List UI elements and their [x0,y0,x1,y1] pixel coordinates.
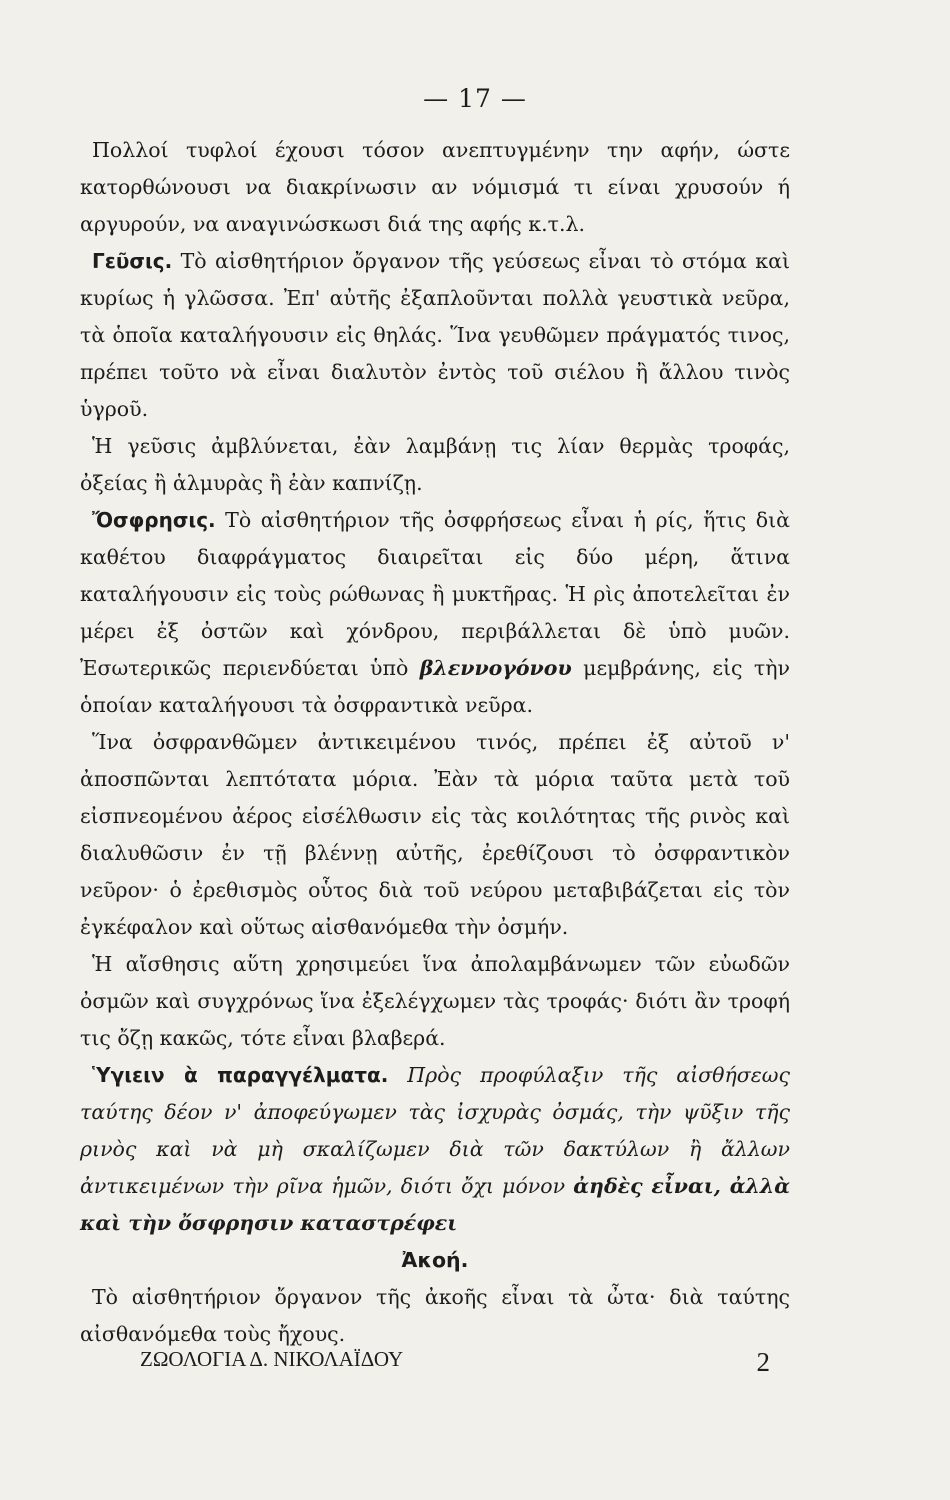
page-number: — 17 — [423,84,527,113]
smell-term-bold: βλεννογόνου [419,656,572,680]
hygiene-text-1: Πρὸς προφύλαξιν τῆς αἰσθήσεως ταύτης δέον ν' ἀποφεύγωμεν τὰς ἰσχυρὰς ὀσμάς, τὴν ψῦξιν τῆς ρινὸς καὶ νὰ μὴ σκαλίζωμεν διὰ τῶν δακτύλων ἢ ἄλλων ἀντικειμένων τὴν ρῖνα ἡμῶν, διότι ὄχι μόνον [80,1063,790,1198]
para-smell-1 [80,502,790,724]
smell-text-1a: Τὸ αἰσθητήριον τῆς ὀσφρήσεως εἶναι ἡ ρίς, ἥτις διὰ καθέτου διαφράγματος διαιρεῖται εἰς δύο μέρη, ἅτινα καταλήγουσιν εἰς τοὺς ρώθωνας ἢ μυκτῆρας. Ἡ ρὶς ἀποτελεῖται ἐν μέρει ἐξ ὀστῶν καὶ χόνδρου, περιβάλλεται δὲ ὑπὸ μυῶν. Ἐσωτερικῶς περιενδύεται ὑπὸ [80,508,790,680]
body-text [80,132,790,1353]
para-touch: Πολλοί τυφλοί έχουσι τόσον ανεπτυγμένην την αφήν, ώστε κατορθώνουσι να διακρίνωσιν αν νόμισμά τι είναι χρυσούν ή αργυρούν, να αναγινώσκωσι διά της αφής κ.τ.λ. [80,138,790,236]
heading-hearing: Ἀκοή. [401,1248,469,1272]
heading-taste: Γεῦσις. [92,249,173,273]
footer-title: ΖΩΟΛΟΓΙΑ Δ. ΝΙΚΟΛΑΪΔΟΥ [140,1347,404,1371]
para-hygiene [80,1057,790,1242]
para-smell-3: Ἡ αἴσθησις αὕτη χρησιμεύει ἵνα ἀπολαμβάνωμεν τῶν εὐωδῶν ὀσμῶν καὶ συγχρόνως ἵνα ἐξελέγχωμεν τὰς τροφάς· διότι ἂν τροφή τις ὄζῃ κακῶς, τότε εἶναι βλαβερά. [80,952,790,1050]
heading-hygiene: Ὑγιειν ὰ παραγγέλματα. [92,1063,389,1087]
footer [140,1347,770,1378]
signature-mark: 2 [756,1347,770,1377]
taste-text-1: Τὸ αἰσθητήριον ὄργανον τῆς γεύσεως εἶναι τὸ στόμα καὶ κυρίως ἡ γλῶσσα. Ἐπ' αὐτῆς ἐξαπλοῦνται πολλὰ γευστικὰ νεῦρα, τὰ ὁποῖα καταλήγουσιν εἰς θηλάς. Ἵνα γευθῶμεν πράγματός τινος, πρέπει τοῦτο νὰ εἶναι διαλυτὸν ἐντὸς τοῦ σιέλου ἢ ἄλλου τινὸς ὑγροῦ. [80,249,790,421]
para-taste-2: Ἡ γεῦσις ἀμβλύνεται, ἐὰν λαμβάνῃ τις λίαν θερμὰς τροφάς, ὀξείας ἢ ἁλμυρὰς ἢ ἐὰν καπνίζῃ. [80,434,790,495]
para-hearing: Τὸ αἰσθητήριον ὄργανον τῆς ἀκοῆς εἶναι τὰ ὦτα· διὰ ταύτης αἰσθανόμεθα τοὺς ἤχους. [80,1285,790,1346]
para-taste-1 [80,243,790,428]
smell-text-1b: μεμβράνης, εἰς τὴν ὁποίαν καταλήγουσι τὰ ὀσφραντικὰ νεῦρα. [80,656,790,717]
heading-smell: Ὄσφρησις. [92,508,216,532]
hygiene-text-2: ἀηδὲς εἶναι, ἀλλὰ καὶ τὴν ὄσφρησιν καταστρέφει [80,1174,790,1235]
para-smell-2: Ἵνα ὀσφρανθῶμεν ἀντικειμένου τινός, πρέπει ἐξ αὐτοῦ ν' ἀποσπῶνται λεπτότατα μόρια. Ἐὰν τὰ μόρια ταῦτα μετὰ τοῦ εἰσπνεομένου ἀέρος εἰσέλθωσιν εἰς τὰς κοιλότητας τῆς ρινὸς καὶ διαλυθῶσιν ἐν τῇ βλέννῃ αὐτῆς, ἐρεθίζουσι τὸ ὀσφραντικὸν νεῦρον· ὁ ἐρεθισμὸς οὗτος διὰ τοῦ νεύρου μεταβιβάζεται εἰς τὸν ἐγκέφαλον καὶ οὕτως αἰσθανόμεθα τὴν ὀσμήν. [80,730,790,939]
